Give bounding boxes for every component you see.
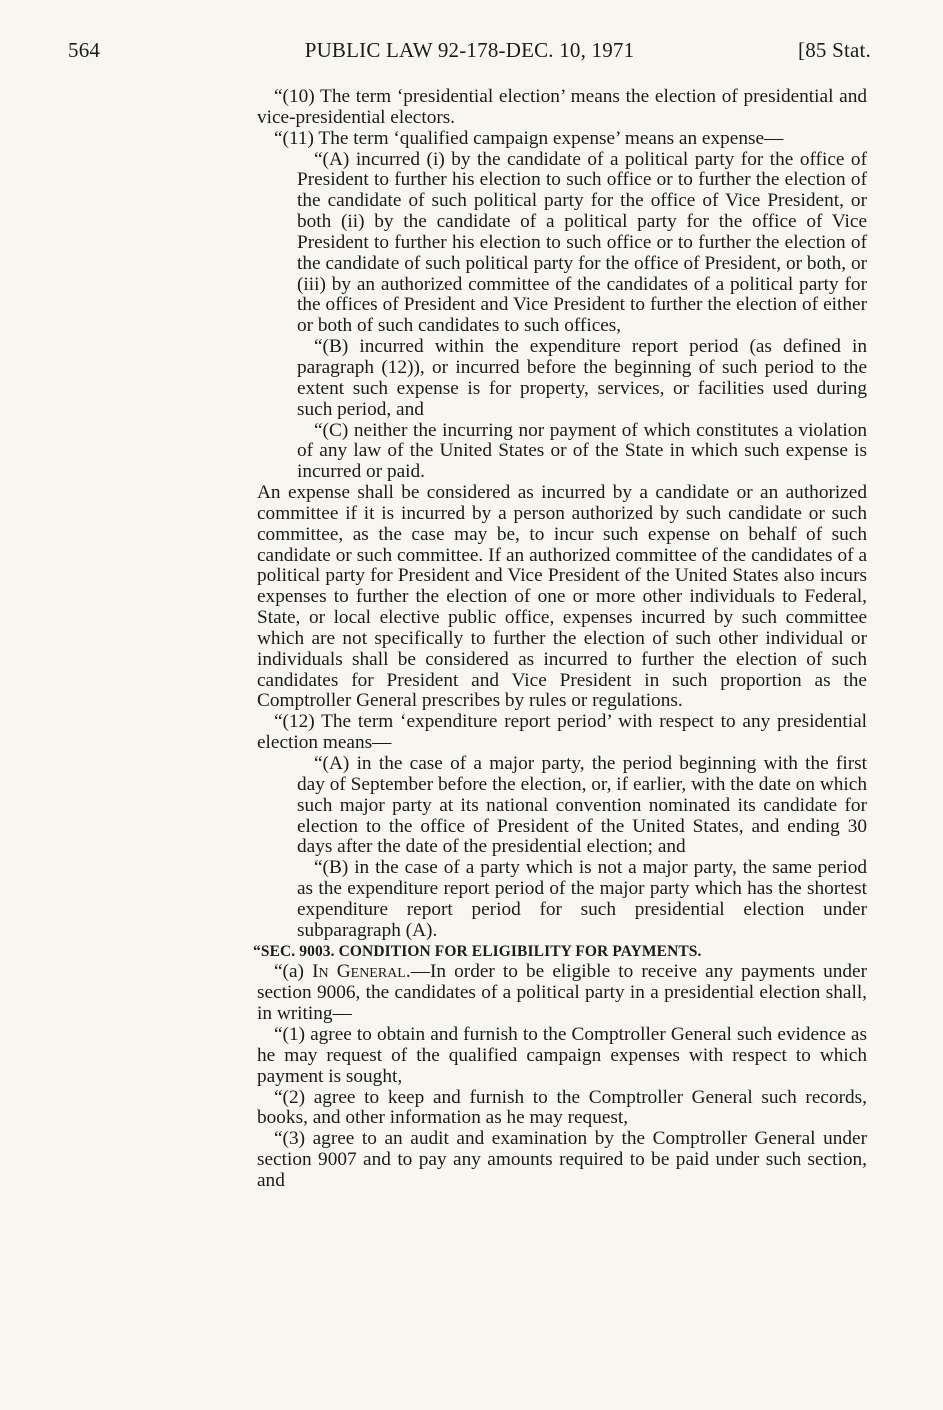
clause-1: “(1) agree to obtain and furnish to the Comptroller General such evidence as he may request of the qualified campaign expenses with respect to which payment is sought, [257,1023,867,1087]
paragraph-10: “(10) The term ‘presidential election’ means the election of presidential and vice-presidential electors. [257,86,867,128]
section-heading-9003: “SEC. 9003. CONDITION FOR ELIGIBILITY FOR PAYMENTS. [253,942,702,960]
subsection-a [257,962,867,1025]
subsection-a-heading: In General. [312,961,411,983]
subparagraph-12a: “(A) in the case of a major party, the period beginning with the first day of September before the election, or, if earlier, with the date on which such major party at its national convention nominated its candidate for election to the office of President of the United States, and ending 30 days after the date of the presidential election; and [297,753,867,858]
clause-2: “(2) agree to keep and furnish to the Comptroller General such records, books, and other information as he may request, [257,1086,867,1129]
page-number: 564 [68,38,101,62]
paragraph-11: “(11) The term ‘qualified campaign expense’ means an expense— [274,127,784,149]
clause-3: “(3) agree to an audit and examination by the Comptroller General under section 9007 and to pay any amounts required to be paid under such section, and [257,1128,867,1191]
subparagraph-12b: “(B) in the case of a party which is not a major party, the same period as the expenditure report period of the major party which has the shortest expenditure report period for such presidential election under subparagraph (A). [297,857,867,941]
page-header [68,38,871,68]
flush-paragraph: An expense shall be considered as incurred by a candidate or an authorized committee if it is incurred by a person authorized by such candidate or such committee, as the case may be, to incur such expense on behalf of such candidate or such committee. If an authorized committee of the candidates of a political party for President and Vice President of the United States also incurs expenses to further the election of one or more other individuals to Federal, State, or local elective public office, expenses incurred by such committee which are not specifically to further the election of such other individual or individuals shall be considered as incurred to further the election of such candidates for President and Vice President in such proportion as the Comptroller General prescribes by rules or regulations. [257,482,867,712]
subparagraph-11a: “(A) incurred (i) by the candidate of a political party for the office of President to further his election to such office or to further the election of the candidate of such political party for the office of Vice President, or both (ii) by the candidate of a political party for the office of Vice President to further his election to such office or to further the election of the candidate of such political party for the office of President, or both, or (iii) by an authorized committee of the candidates of a political party for the offices of President and Vice President to further the election of either or both of such candidates to such offices, [297,148,867,337]
statute-reference: [85 Stat. [798,38,871,62]
subparagraph-11b: “(B) incurred within the expenditure report period (as defined in paragraph (12)), or incurred before the beginning of such period to the extent such expense is for property, services, or facilities used during such period, and [297,336,867,420]
running-title: PUBLIC LAW 92-178-DEC. 10, 1971 [304,38,635,62]
statute-body [253,86,868,1192]
subsection-a-number: “(a) [274,961,313,983]
subsection-a-text: —In order to be eligible to receive any payments under section 9006, the candidates of a political party in a presidential election shall, in writing— [257,961,868,1025]
paragraph-12: “(12) The term ‘expenditure report period’ with respect to any presidential election means— [257,711,867,754]
subparagraph-11c: “(C) neither the incurring nor payment of which constitutes a violation of any law of the United States or of the State in which such expense is incurred or paid. [297,419,867,483]
